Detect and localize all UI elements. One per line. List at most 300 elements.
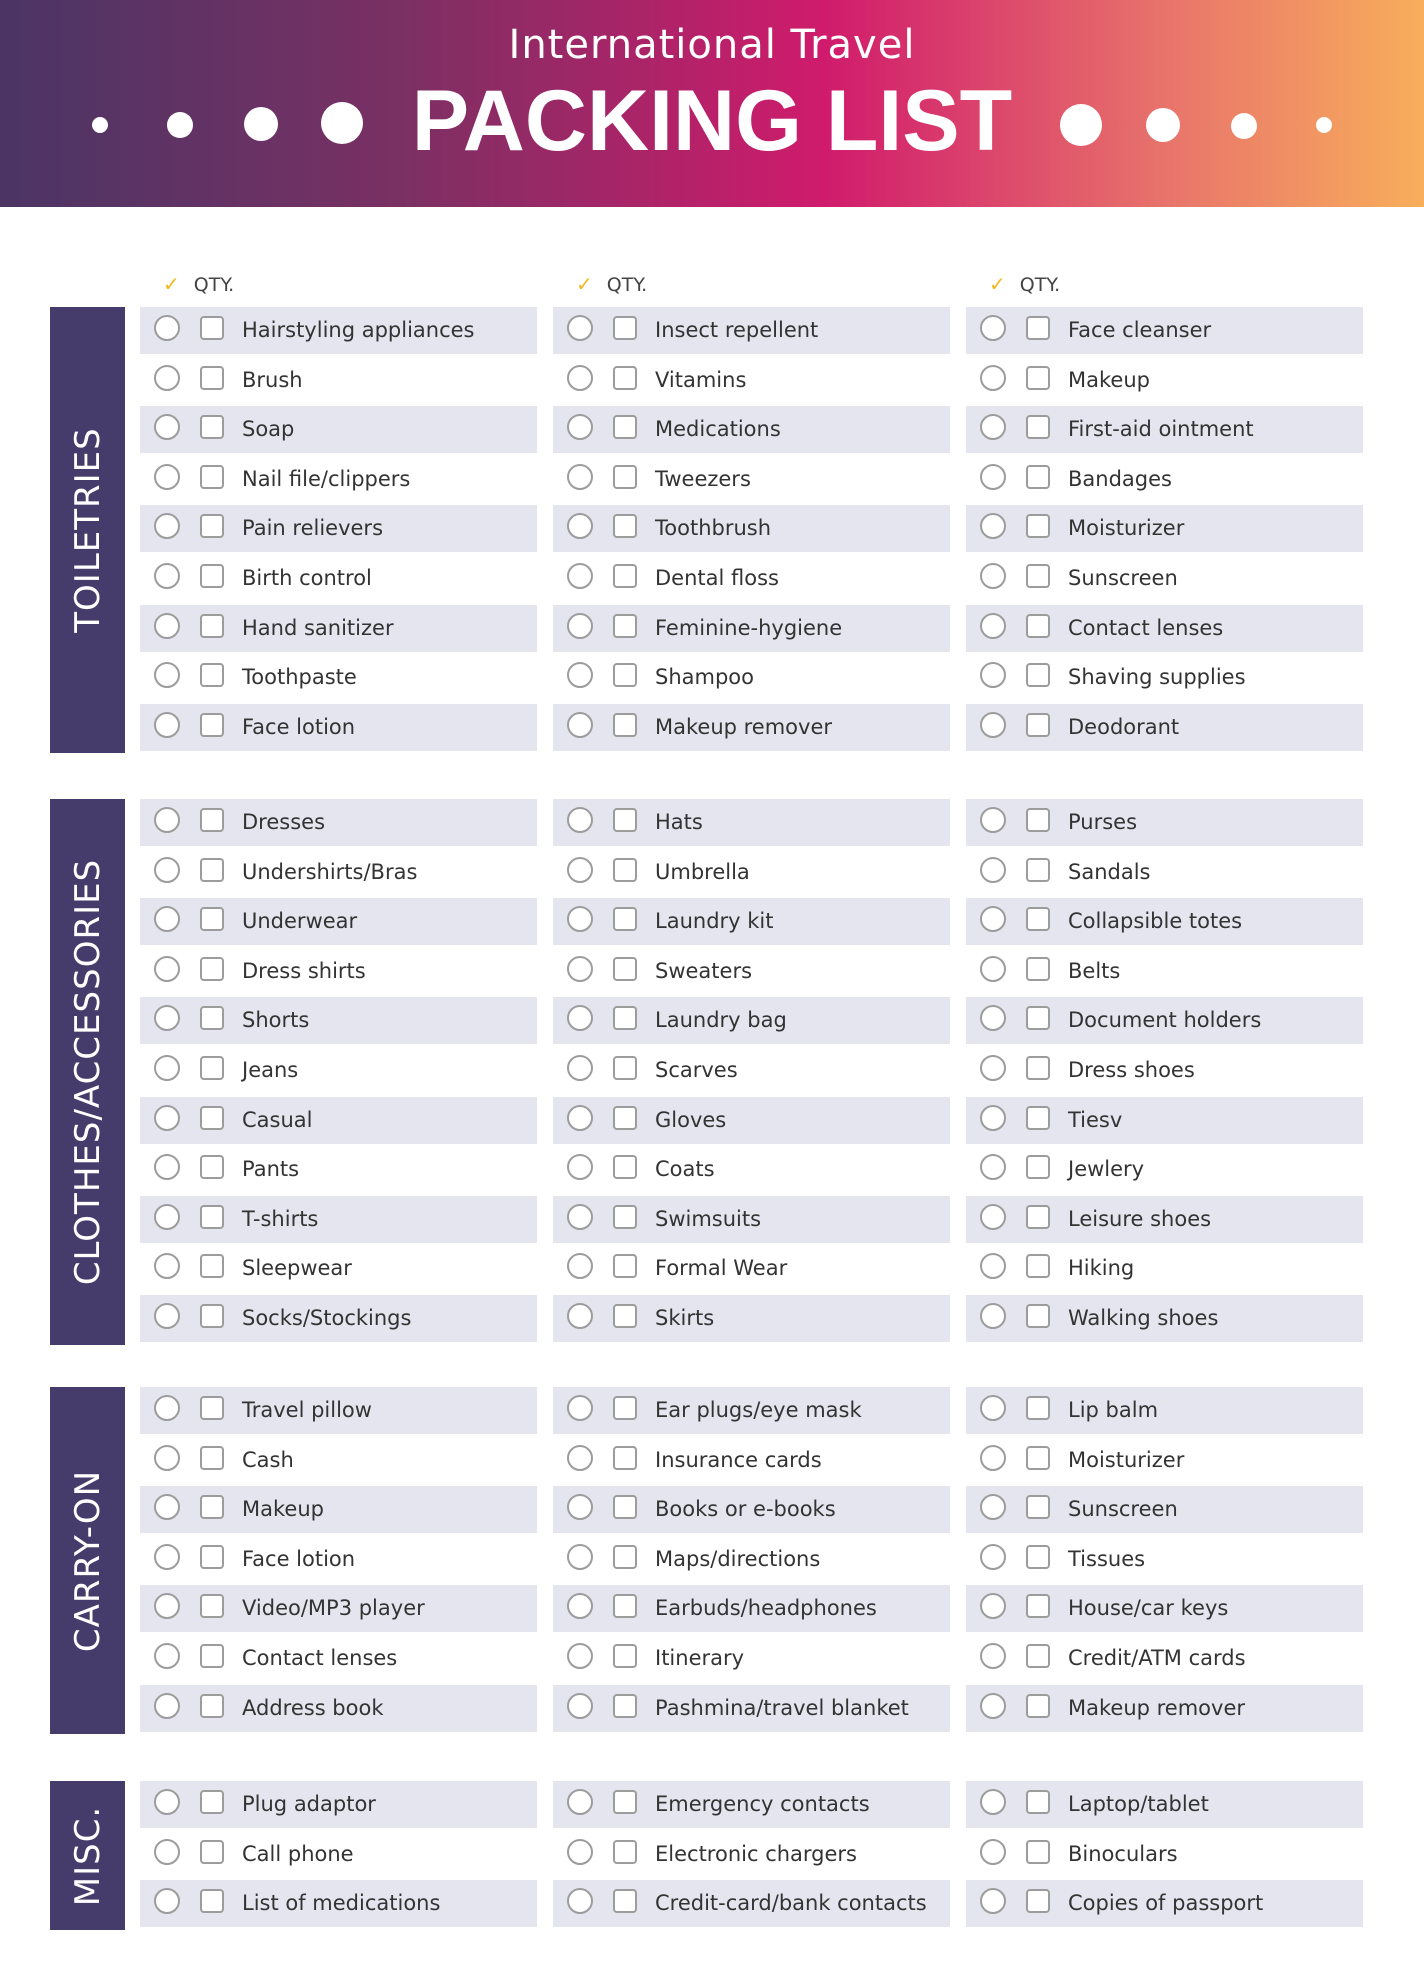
packed-checkbox[interactable] xyxy=(980,1445,1006,1471)
item-label: Emergency contacts xyxy=(655,1792,870,1816)
qty-box[interactable] xyxy=(613,713,637,737)
qty-box[interactable] xyxy=(613,614,637,638)
item-label: Moisturizer xyxy=(1068,1448,1185,1472)
packed-checkbox[interactable] xyxy=(154,857,180,883)
qty-box[interactable] xyxy=(1026,1006,1050,1030)
packed-checkbox[interactable] xyxy=(567,513,593,539)
item-label: Hats xyxy=(655,810,703,834)
qty-box[interactable] xyxy=(613,663,637,687)
header-title: PACKING LIST xyxy=(411,73,1013,169)
packed-checkbox[interactable] xyxy=(567,1593,593,1619)
packed-checkbox[interactable] xyxy=(567,1693,593,1719)
item-label: Ear plugs/eye mask xyxy=(655,1398,862,1422)
qty-box[interactable] xyxy=(1026,1495,1050,1519)
qty-box[interactable] xyxy=(200,316,224,340)
packed-checkbox[interactable] xyxy=(567,1839,593,1865)
section-label xyxy=(50,799,125,1345)
packed-checkbox[interactable] xyxy=(154,1154,180,1180)
qty-box[interactable] xyxy=(200,1644,224,1668)
qty-box[interactable] xyxy=(200,1056,224,1080)
qty-box[interactable] xyxy=(200,1106,224,1130)
list-item xyxy=(966,898,1363,945)
qty-box[interactable] xyxy=(613,1106,637,1130)
qty-box[interactable] xyxy=(200,1594,224,1618)
qty-box[interactable] xyxy=(200,1396,224,1420)
qty-box[interactable] xyxy=(613,1594,637,1618)
qty-box[interactable] xyxy=(200,1205,224,1229)
qty-box[interactable] xyxy=(1026,1545,1050,1569)
packed-checkbox[interactable] xyxy=(567,1395,593,1421)
qty-box[interactable] xyxy=(1026,1840,1050,1864)
list-item xyxy=(553,1295,950,1342)
list-item xyxy=(140,456,537,503)
item-label: Pain relievers xyxy=(242,516,384,540)
packed-checkbox[interactable] xyxy=(980,1154,1006,1180)
item-label: Maps/directions xyxy=(655,1547,821,1571)
qty-box[interactable] xyxy=(1026,907,1050,931)
qty-header-col-3 xyxy=(989,272,1060,296)
item-label: Dress shoes xyxy=(1068,1058,1195,1082)
qty-box[interactable] xyxy=(200,1694,224,1718)
qty-box[interactable] xyxy=(613,957,637,981)
qty-box[interactable] xyxy=(1026,1790,1050,1814)
item-label: Deodorant xyxy=(1068,715,1180,739)
list-item xyxy=(553,1635,950,1682)
packed-checkbox[interactable] xyxy=(980,1789,1006,1815)
list-item xyxy=(140,1585,537,1632)
item-label: Medications xyxy=(655,417,781,441)
packed-checkbox[interactable] xyxy=(154,315,180,341)
qty-box[interactable] xyxy=(200,614,224,638)
list-item xyxy=(140,1387,537,1434)
item-label: Credit-card/bank contacts xyxy=(655,1891,927,1915)
item-label: Document holders xyxy=(1068,1008,1262,1032)
packed-checkbox[interactable] xyxy=(154,1494,180,1520)
qty-box[interactable] xyxy=(200,465,224,489)
qty-box[interactable] xyxy=(613,808,637,832)
packed-checkbox[interactable] xyxy=(980,1005,1006,1031)
qty-box[interactable] xyxy=(1026,713,1050,737)
decorative-dot-icon xyxy=(1146,108,1180,142)
packed-checkbox[interactable] xyxy=(154,1544,180,1570)
packed-checkbox[interactable] xyxy=(567,464,593,490)
list-item xyxy=(966,1245,1363,1292)
packed-checkbox[interactable] xyxy=(567,315,593,341)
item-label: Hiking xyxy=(1068,1256,1135,1280)
qty-box[interactable] xyxy=(1026,663,1050,687)
packed-checkbox[interactable] xyxy=(980,563,1006,589)
qty-box[interactable] xyxy=(1026,1106,1050,1130)
qty-box[interactable] xyxy=(613,1304,637,1328)
qty-box[interactable] xyxy=(613,366,637,390)
item-label: Toothbrush xyxy=(655,516,772,540)
qty-box[interactable] xyxy=(200,1790,224,1814)
section-label-text: CLOTHES/ACCESSORIES xyxy=(67,858,108,1286)
qty-box[interactable] xyxy=(613,1644,637,1668)
qty-box[interactable] xyxy=(1026,614,1050,638)
packed-checkbox[interactable] xyxy=(980,857,1006,883)
qty-box[interactable] xyxy=(613,1006,637,1030)
item-label: Toothpaste xyxy=(242,665,357,689)
qty-box[interactable] xyxy=(613,1155,637,1179)
item-label: Undershirts/Bras xyxy=(242,860,418,884)
packed-checkbox[interactable] xyxy=(980,1643,1006,1669)
qty-box[interactable] xyxy=(200,1254,224,1278)
packed-checkbox[interactable] xyxy=(980,315,1006,341)
qty-box[interactable] xyxy=(1026,514,1050,538)
item-label: Coats xyxy=(655,1157,715,1181)
item-label: Shampoo xyxy=(655,665,754,689)
qty-box[interactable] xyxy=(1026,1594,1050,1618)
packed-checkbox[interactable] xyxy=(980,1839,1006,1865)
decorative-dot-icon xyxy=(1231,113,1257,139)
qty-box[interactable] xyxy=(200,366,224,390)
list-item xyxy=(140,555,537,602)
list-item xyxy=(966,948,1363,995)
packed-checkbox[interactable] xyxy=(154,712,180,738)
packed-checkbox[interactable] xyxy=(154,1789,180,1815)
packed-checkbox[interactable] xyxy=(154,1839,180,1865)
list-item xyxy=(553,1437,950,1484)
item-label: Swimsuits xyxy=(655,1207,762,1231)
item-label: Shaving supplies xyxy=(1068,665,1246,689)
item-label: Contact lenses xyxy=(242,1646,398,1670)
packed-checkbox[interactable] xyxy=(567,613,593,639)
list-item xyxy=(966,406,1363,453)
packed-checkbox[interactable] xyxy=(980,1494,1006,1520)
packed-checkbox[interactable] xyxy=(980,1693,1006,1719)
list-item xyxy=(140,948,537,995)
qty-box[interactable] xyxy=(200,415,224,439)
qty-box[interactable] xyxy=(613,1205,637,1229)
packed-checkbox[interactable] xyxy=(980,906,1006,932)
item-label: Itinerary xyxy=(655,1646,745,1670)
qty-box[interactable] xyxy=(200,858,224,882)
qty-box[interactable] xyxy=(613,1446,637,1470)
list-item xyxy=(966,799,1363,846)
packed-checkbox[interactable] xyxy=(980,613,1006,639)
list-item xyxy=(553,605,950,652)
packed-checkbox[interactable] xyxy=(154,1888,180,1914)
list-item xyxy=(553,505,950,552)
packed-checkbox[interactable] xyxy=(567,1544,593,1570)
packed-checkbox[interactable] xyxy=(980,1253,1006,1279)
list-item xyxy=(553,1585,950,1632)
qty-box[interactable] xyxy=(200,907,224,931)
list-item xyxy=(140,1196,537,1243)
packed-checkbox[interactable] xyxy=(980,414,1006,440)
list-item xyxy=(966,555,1363,602)
packed-checkbox[interactable] xyxy=(154,1253,180,1279)
packed-checkbox[interactable] xyxy=(980,1303,1006,1329)
qty-box[interactable] xyxy=(613,564,637,588)
decorative-dot-icon xyxy=(167,112,193,138)
packed-checkbox[interactable] xyxy=(154,464,180,490)
item-label: Jewlery xyxy=(1068,1157,1145,1181)
list-item xyxy=(966,1097,1363,1144)
qty-box[interactable] xyxy=(1026,316,1050,340)
packed-checkbox[interactable] xyxy=(567,563,593,589)
list-item xyxy=(966,1585,1363,1632)
packed-checkbox[interactable] xyxy=(567,662,593,688)
packed-checkbox[interactable] xyxy=(154,1055,180,1081)
list-item xyxy=(140,1831,537,1878)
list-item xyxy=(553,1047,950,1094)
qty-box[interactable] xyxy=(200,1446,224,1470)
list-item xyxy=(966,1387,1363,1434)
packed-checkbox[interactable] xyxy=(154,1445,180,1471)
packed-checkbox[interactable] xyxy=(154,1105,180,1131)
packed-checkbox[interactable] xyxy=(980,1204,1006,1230)
packed-checkbox[interactable] xyxy=(567,956,593,982)
section-2 xyxy=(0,1387,1424,1734)
packed-checkbox[interactable] xyxy=(154,1395,180,1421)
list-item xyxy=(966,654,1363,701)
packed-checkbox[interactable] xyxy=(980,1888,1006,1914)
qty-box[interactable] xyxy=(613,1790,637,1814)
list-item xyxy=(140,406,537,453)
packed-checkbox[interactable] xyxy=(154,613,180,639)
item-label: Gloves xyxy=(655,1108,727,1132)
list-item xyxy=(140,1097,537,1144)
item-label: Sunscreen xyxy=(1068,1497,1178,1521)
item-label: Books or e-books xyxy=(655,1497,836,1521)
packed-checkbox[interactable] xyxy=(567,906,593,932)
qty-box[interactable] xyxy=(613,415,637,439)
packed-checkbox[interactable] xyxy=(980,1593,1006,1619)
packed-checkbox[interactable] xyxy=(567,807,593,833)
qty-box[interactable] xyxy=(613,1545,637,1569)
qty-box[interactable] xyxy=(200,1304,224,1328)
qty-box[interactable] xyxy=(200,663,224,687)
list-item xyxy=(140,505,537,552)
qty-box[interactable] xyxy=(1026,415,1050,439)
item-label: Electronic chargers xyxy=(655,1842,858,1866)
packed-checkbox[interactable] xyxy=(154,1204,180,1230)
packed-checkbox[interactable] xyxy=(567,365,593,391)
list-item xyxy=(966,1196,1363,1243)
list-item xyxy=(140,849,537,896)
packed-checkbox[interactable] xyxy=(567,1154,593,1180)
decorative-dot-icon xyxy=(244,107,278,141)
packed-checkbox[interactable] xyxy=(154,563,180,589)
packed-checkbox[interactable] xyxy=(567,1445,593,1471)
qty-box[interactable] xyxy=(1026,808,1050,832)
packed-checkbox[interactable] xyxy=(154,1593,180,1619)
qty-box[interactable] xyxy=(1026,1889,1050,1913)
section-label-text: CARRY-ON xyxy=(67,1469,108,1652)
item-label: Insect repellent xyxy=(655,318,819,342)
packed-checkbox[interactable] xyxy=(567,857,593,883)
packed-checkbox[interactable] xyxy=(980,807,1006,833)
list-item xyxy=(966,1295,1363,1342)
packed-checkbox[interactable] xyxy=(567,1055,593,1081)
qty-box[interactable] xyxy=(1026,858,1050,882)
item-label: List of medications xyxy=(242,1891,441,1915)
item-label: Hand sanitizer xyxy=(242,616,394,640)
packed-checkbox[interactable] xyxy=(980,956,1006,982)
item-label: Tweezers xyxy=(655,467,751,491)
packed-checkbox[interactable] xyxy=(980,513,1006,539)
packed-checkbox[interactable] xyxy=(567,1005,593,1031)
qty-box[interactable] xyxy=(200,1006,224,1030)
packed-checkbox[interactable] xyxy=(980,464,1006,490)
qty-box[interactable] xyxy=(613,514,637,538)
qty-box[interactable] xyxy=(613,1889,637,1913)
packed-checkbox[interactable] xyxy=(154,1303,180,1329)
item-label: Formal Wear xyxy=(655,1256,788,1280)
qty-box[interactable] xyxy=(200,713,224,737)
list-item xyxy=(966,1635,1363,1682)
packed-checkbox[interactable] xyxy=(154,956,180,982)
packed-checkbox[interactable] xyxy=(154,414,180,440)
packed-checkbox[interactable] xyxy=(567,1643,593,1669)
packed-checkbox[interactable] xyxy=(154,906,180,932)
qty-box[interactable] xyxy=(613,1396,637,1420)
qty-box[interactable] xyxy=(200,1840,224,1864)
packed-checkbox[interactable] xyxy=(154,1693,180,1719)
list-item xyxy=(140,1146,537,1193)
qty-box[interactable] xyxy=(1026,1205,1050,1229)
packed-checkbox[interactable] xyxy=(567,1494,593,1520)
packed-checkbox[interactable] xyxy=(154,662,180,688)
section-label-text: TOILETRIES xyxy=(67,427,108,633)
packed-checkbox[interactable] xyxy=(154,1643,180,1669)
section-label xyxy=(50,1387,125,1734)
packed-checkbox[interactable] xyxy=(567,1105,593,1131)
qty-box[interactable] xyxy=(1026,1304,1050,1328)
list-item xyxy=(553,948,950,995)
packed-checkbox[interactable] xyxy=(154,807,180,833)
item-label: Shorts xyxy=(242,1008,310,1032)
qty-box[interactable] xyxy=(200,564,224,588)
item-label: Address book xyxy=(242,1696,384,1720)
qty-box[interactable] xyxy=(613,465,637,489)
qty-box[interactable] xyxy=(1026,366,1050,390)
item-label: Cash xyxy=(242,1448,294,1472)
list-item xyxy=(140,997,537,1044)
packed-checkbox[interactable] xyxy=(980,1544,1006,1570)
qty-box[interactable] xyxy=(613,1056,637,1080)
qty-box[interactable] xyxy=(613,858,637,882)
packed-checkbox[interactable] xyxy=(980,1395,1006,1421)
qty-box[interactable] xyxy=(1026,465,1050,489)
item-label: T-shirts xyxy=(242,1207,319,1231)
section-0 xyxy=(0,307,1424,753)
qty-box[interactable] xyxy=(1026,1446,1050,1470)
qty-box[interactable] xyxy=(200,514,224,538)
qty-box[interactable] xyxy=(1026,1254,1050,1278)
qty-box[interactable] xyxy=(1026,1056,1050,1080)
list-item xyxy=(140,1047,537,1094)
list-item xyxy=(966,307,1363,354)
qty-box[interactable] xyxy=(1026,1396,1050,1420)
packed-checkbox[interactable] xyxy=(154,513,180,539)
item-label: Laundry bag xyxy=(655,1008,787,1032)
packed-checkbox[interactable] xyxy=(567,1789,593,1815)
item-label: Sandals xyxy=(1068,860,1151,884)
item-label: Tissues xyxy=(1068,1547,1146,1571)
packed-checkbox[interactable] xyxy=(980,712,1006,738)
packed-checkbox[interactable] xyxy=(980,1055,1006,1081)
packed-checkbox[interactable] xyxy=(567,414,593,440)
packed-checkbox[interactable] xyxy=(154,365,180,391)
list-item xyxy=(553,1146,950,1193)
qty-box[interactable] xyxy=(1026,1694,1050,1718)
item-label: Pashmina/travel blanket xyxy=(655,1696,909,1720)
item-label: Collapsible totes xyxy=(1068,909,1243,933)
qty-box[interactable] xyxy=(1026,957,1050,981)
qty-box[interactable] xyxy=(200,1889,224,1913)
list-item xyxy=(966,1831,1363,1878)
qty-box[interactable] xyxy=(613,907,637,931)
qty-header-col-1 xyxy=(163,272,234,296)
list-item xyxy=(553,1486,950,1533)
packed-checkbox[interactable] xyxy=(980,365,1006,391)
packed-checkbox[interactable] xyxy=(980,1105,1006,1131)
qty-box[interactable] xyxy=(200,1155,224,1179)
qty-box[interactable] xyxy=(613,316,637,340)
item-label: Face cleanser xyxy=(1068,318,1212,342)
packed-checkbox[interactable] xyxy=(567,1204,593,1230)
packed-checkbox[interactable] xyxy=(567,1888,593,1914)
section-3 xyxy=(0,1781,1424,1930)
packed-checkbox[interactable] xyxy=(567,1303,593,1329)
item-label: Laptop/tablet xyxy=(1068,1792,1209,1816)
packed-checkbox[interactable] xyxy=(567,712,593,738)
qty-box[interactable] xyxy=(200,1545,224,1569)
item-label: Lip balm xyxy=(1068,1398,1159,1422)
packed-checkbox[interactable] xyxy=(567,1253,593,1279)
list-item xyxy=(140,1245,537,1292)
qty-box[interactable] xyxy=(613,1840,637,1864)
item-label: Sleepwear xyxy=(242,1256,352,1280)
list-item xyxy=(966,357,1363,404)
list-item xyxy=(553,1097,950,1144)
qty-box[interactable] xyxy=(200,1495,224,1519)
qty-box[interactable] xyxy=(1026,1644,1050,1668)
item-label: Insurance cards xyxy=(655,1448,822,1472)
list-item xyxy=(140,654,537,701)
list-item xyxy=(140,307,537,354)
qty-box[interactable] xyxy=(200,808,224,832)
list-item xyxy=(140,1635,537,1682)
list-item xyxy=(140,1781,537,1828)
qty-box[interactable] xyxy=(200,957,224,981)
list-item xyxy=(553,1196,950,1243)
item-label: Bandages xyxy=(1068,467,1172,491)
section-label xyxy=(50,307,125,753)
list-item xyxy=(553,654,950,701)
item-label: Pants xyxy=(242,1157,300,1181)
qty-box[interactable] xyxy=(613,1254,637,1278)
decorative-dot-icon xyxy=(1316,117,1332,133)
item-label: Umbrella xyxy=(655,860,750,884)
item-label: Face lotion xyxy=(242,715,356,739)
packed-checkbox[interactable] xyxy=(980,662,1006,688)
item-label: Soap xyxy=(242,417,295,441)
packed-checkbox[interactable] xyxy=(154,1005,180,1031)
qty-box[interactable] xyxy=(1026,1155,1050,1179)
item-label: Underwear xyxy=(242,909,358,933)
item-label: Skirts xyxy=(655,1306,715,1330)
list-item xyxy=(553,704,950,751)
qty-box[interactable] xyxy=(613,1495,637,1519)
item-label: Travel pillow xyxy=(242,1398,372,1422)
qty-box[interactable] xyxy=(1026,564,1050,588)
item-label: Copies of passport xyxy=(1068,1891,1264,1915)
qty-box[interactable] xyxy=(613,1694,637,1718)
